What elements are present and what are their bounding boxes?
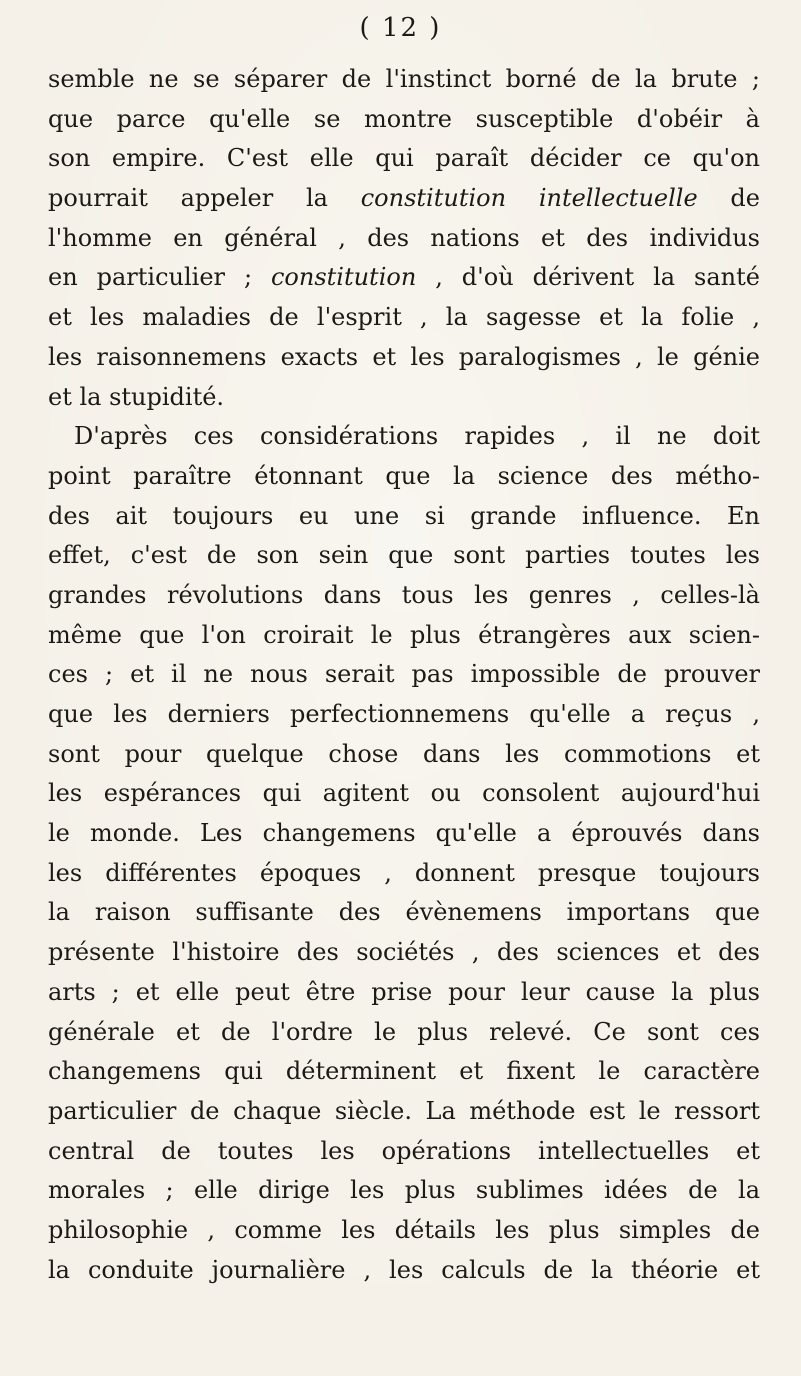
text-segment: pourrait appeler la: [48, 184, 361, 213]
text-line: son empire. C'est elle qui paraît décider ce qu'on: [48, 144, 760, 173]
text-segment: de: [697, 184, 760, 213]
text-line: point paraître étonnant que la science des métho-: [48, 461, 760, 490]
text-line: l'homme en général , des nations et des individus: [48, 223, 760, 252]
text-segment: , d'où dérivent la santé: [416, 263, 760, 292]
text-line: morales ; elle dirige les plus sublimes idées de la: [48, 1176, 760, 1205]
text-line: la raison suffisante des évènemens importans que: [48, 898, 760, 927]
text-line: particulier de chaque siècle. La méthode est le ressort: [48, 1096, 760, 1125]
text-line: présente l'histoire des sociétés , des sciences et des: [48, 938, 760, 967]
italic-phrase: constitution: [270, 263, 417, 292]
text-line: philosophie , comme les détails les plus simples de: [48, 1215, 760, 1244]
text-line: des ait toujours eu une si grande influence. En: [48, 501, 760, 530]
text-line: et la stupidité.: [48, 382, 225, 411]
text-line: D'après ces considérations rapides , il ne doit: [74, 422, 760, 451]
text-line: générale et de l'ordre le plus relevé. Ce sont ces: [48, 1017, 760, 1046]
text-line: et les maladies de l'esprit , la sagesse et la folie ,: [48, 303, 760, 332]
text-line: que parce qu'elle se montre susceptible d'obéir à: [48, 104, 760, 133]
text-line: effet, c'est de son sein que sont parties toutes les: [48, 541, 760, 570]
text-line: la conduite journalière , les calculs de la théorie et: [48, 1255, 760, 1284]
text-line: ces ; et il ne nous serait pas impossible de prouver: [48, 660, 760, 689]
text-line: que les derniers perfectionnemens qu'elle a reçus ,: [48, 700, 760, 728]
text-line: même que l'on croirait le plus étrangères aux scien-: [48, 620, 760, 649]
text-line: [48, 179, 760, 219]
text-line: changemens qui déterminent et fixent le caractère: [48, 1057, 760, 1086]
page-number: ( 12 ): [359, 13, 442, 43]
italic-phrase: constitution intellectuelle: [360, 184, 698, 213]
text-segment: en particulier ;: [48, 263, 271, 292]
text-line: les raisonnemens exacts et les paralogismes , le génie: [48, 342, 760, 371]
text-line: semble ne se séparer de l'instinct borné de la brute ;: [48, 65, 760, 93]
text-line: les différentes époques , donnent presque toujours: [48, 858, 760, 887]
text-line: [48, 258, 760, 298]
text-line: arts ; et elle peut être prise pour leur cause la plus: [48, 977, 760, 1006]
text-line: sont pour quelque chose dans les commotions et: [48, 739, 760, 768]
text-line: les espérances qui agitent ou consolent aujourd'hui: [48, 779, 760, 808]
body-text: [48, 60, 760, 1290]
text-line: le monde. Les changemens qu'elle a éprouvés dans: [48, 819, 760, 848]
text-line: central de toutes les opérations intellectuelles et: [48, 1136, 760, 1165]
text-line: grandes révolutions dans tous les genres , celles-là: [48, 580, 760, 609]
